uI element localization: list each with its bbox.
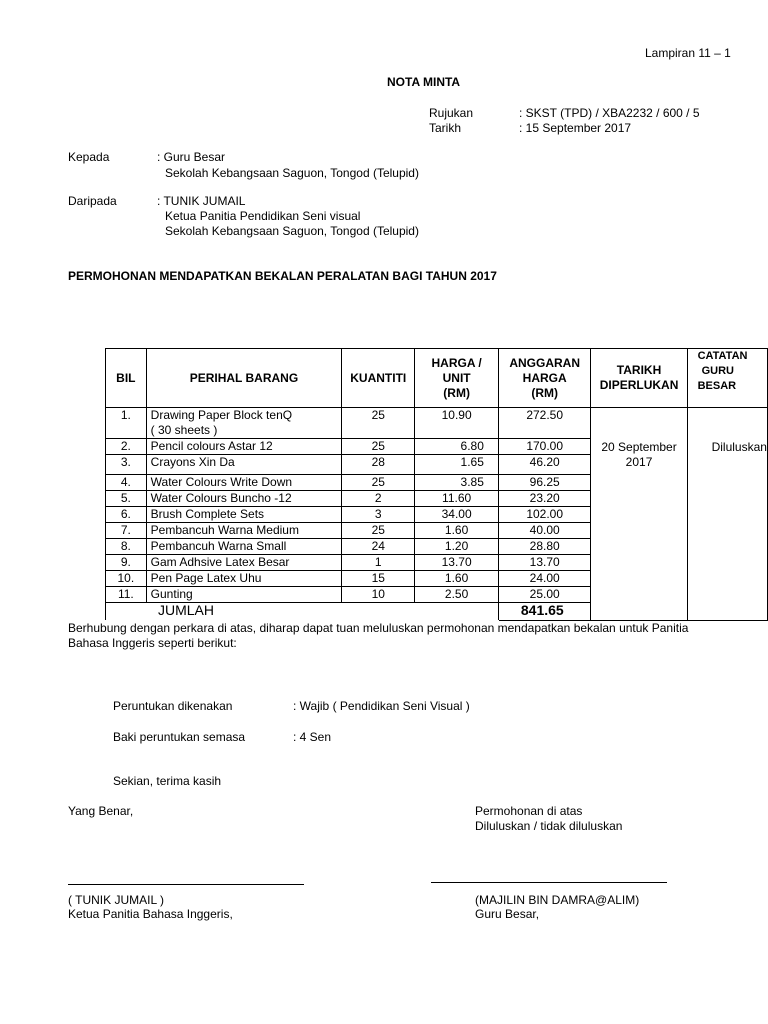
kepada-label: Kepada [68, 150, 110, 164]
row-total: 25.00 [498, 587, 591, 603]
rujukan-label: Rujukan [429, 106, 474, 120]
right-signature-title: Guru Besar, [475, 907, 540, 921]
subject-heading: PERMOHONAN MENDAPATKAN BEKALAN PERALATAN BAGI TAHUN 2017 [68, 269, 497, 283]
tarikh-diperlukan-line1: 20 September [601, 440, 677, 454]
row-bil: 2. [106, 439, 147, 455]
jumlah-label: JUMLAH [106, 603, 499, 621]
row-item: Gunting [146, 587, 342, 603]
closing-text: Sekian, terima kasih [113, 774, 222, 788]
row-item: Crayons Xin Da [146, 455, 342, 475]
row-qty: 10 [342, 587, 415, 603]
row-total: 40.00 [498, 523, 591, 539]
row-item: Water Colours Buncho -12 [146, 491, 342, 507]
tarikh-value: : 15 September 2017 [519, 121, 632, 135]
row-bil: 7. [106, 523, 147, 539]
row-price: 2.50 [415, 587, 499, 603]
left-signature-name: ( TUNIK JUMAIL ) [68, 893, 165, 907]
right-signature-line [431, 882, 667, 883]
row-qty: 3 [342, 507, 415, 523]
row-total: 24.00 [498, 571, 591, 587]
left-signature-line [68, 884, 304, 885]
kepada-line1: : Guru Besar [157, 150, 226, 164]
row-price: 34.00 [415, 507, 499, 523]
row-item-line2: ( 30 sheets ) [150, 423, 218, 437]
row-total: 23.20 [498, 491, 591, 507]
row-item: Pembancuh Warna Small [146, 539, 342, 555]
row-qty: 1 [342, 555, 415, 571]
tarikh-label: Tarikh [429, 121, 462, 135]
row-qty: 25 [342, 475, 415, 491]
row-item: Gam Adhsive Latex Besar [146, 555, 342, 571]
row-total: 13.70 [498, 555, 591, 571]
row-total: 28.80 [498, 539, 591, 555]
row-price: 3.85 [415, 475, 499, 491]
row-price: 11.60 [415, 491, 499, 507]
row-qty: 15 [342, 571, 415, 587]
kepada-line2: Sekolah Kebangsaan Saguon, Tongod (Telupid) [165, 166, 419, 180]
header-anggaran [498, 349, 591, 408]
row-qty: 2 [342, 491, 415, 507]
header-anggaran-line3: (RM) [531, 385, 558, 400]
daripada-line1: : TUNIK JUMAIL [157, 194, 246, 208]
jumlah-value: 841.65 [498, 603, 591, 621]
daripada-line2: Ketua Panitia Pendidikan Seni visual [165, 209, 361, 223]
row-bil: 4. [106, 475, 147, 491]
row-bil: 11. [106, 587, 147, 603]
right-signature-heading2: Diluluskan / tidak diluluskan [475, 819, 623, 833]
header-anggaran-line1: ANGGARAN [509, 355, 580, 370]
baki-label: Baki peruntukan semasa [113, 730, 246, 744]
header-harga [415, 349, 499, 408]
header-tarikh-line1: TARIKH [616, 363, 662, 377]
baki-value: : 4 Sen [293, 730, 332, 744]
right-signature-heading1: Permohonan di atas [475, 804, 583, 818]
row-item: Water Colours Write Down [146, 475, 342, 491]
row-price: 1.60 [415, 571, 499, 587]
row-price: 1.20 [415, 539, 499, 555]
right-signature-name: (MAJILIN BIN DAMRA@ALIM) [475, 893, 640, 907]
row-bil: 10. [106, 571, 147, 587]
row-item: Pen Page Latex Uhu [146, 571, 342, 587]
request-table [105, 348, 768, 621]
row-total: 96.25 [498, 475, 591, 491]
header-bil: BIL [106, 349, 147, 408]
row-price: 1.60 [415, 523, 499, 539]
row-price: 1.65 [415, 455, 499, 475]
row-total: 170.00 [498, 439, 591, 455]
table-row [106, 408, 768, 439]
header-harga-line3: (RM) [443, 385, 470, 400]
body-paragraph-line1: Berhubung dengan perkara di atas, diharap dapat tuan meluluskan permohonan mendapatkan bekalan untuk Panitia [68, 621, 689, 635]
header-catatan-line1: CATATAN [697, 350, 748, 362]
row-item: Pembancuh Warna Medium [146, 523, 342, 539]
catatan-cell: Diluluskan [687, 408, 767, 621]
row-total: 272.50 [498, 408, 591, 439]
header-harga-line1: HARGA / [431, 355, 482, 370]
row-item: Pencil colours Astar 12 [146, 439, 342, 455]
header-tarikh [591, 349, 687, 408]
row-qty: 25 [342, 408, 415, 439]
header-perihal: PERIHAL BARANG [146, 349, 342, 408]
row-item: Brush Complete Sets [146, 507, 342, 523]
header-anggaran-line2: HARGA [522, 370, 567, 385]
body-paragraph-line2: Bahasa Inggeris seperti berikut: [68, 636, 237, 650]
rujukan-value: : SKST (TPD) / XBA2232 / 600 / 5 [519, 106, 700, 120]
row-bil: 1. [106, 408, 147, 439]
peruntukan-label: Peruntukan dikenakan [113, 699, 233, 713]
row-qty: 25 [342, 523, 415, 539]
header-tarikh-line2: DIPERLUKAN [599, 378, 679, 392]
row-qty: 28 [342, 455, 415, 475]
left-signature-heading: Yang Benar, [68, 804, 134, 818]
row-item [146, 408, 342, 439]
header-kuantiti: KUANTITI [342, 349, 415, 408]
row-price: 6.80 [415, 439, 499, 455]
row-bil: 8. [106, 539, 147, 555]
row-price: 13.70 [415, 555, 499, 571]
row-total: 102.00 [498, 507, 591, 523]
row-bil: 5. [106, 491, 147, 507]
row-qty: 25 [342, 439, 415, 455]
row-price: 10.90 [415, 408, 499, 439]
page-title: NOTA MINTA [387, 75, 461, 89]
lampiran-label: Lampiran 11 – 1 [645, 46, 731, 60]
tarikh-diperlukan-line2: 2017 [625, 455, 653, 469]
row-total: 46.20 [498, 455, 591, 475]
row-item-line1: Drawing Paper Block tenQ [150, 408, 293, 422]
row-qty: 24 [342, 539, 415, 555]
row-bil: 3. [106, 455, 147, 475]
header-catatan [687, 349, 767, 408]
row-bil: 6. [106, 507, 147, 523]
header-catatan-line2: GURU BESAR [697, 365, 737, 392]
peruntukan-value: : Wajib ( Pendidikan Seni Visual ) [293, 699, 470, 713]
daripada-label: Daripada [68, 194, 117, 208]
tarikh-diperlukan-cell [591, 408, 687, 621]
table-header-row [106, 349, 768, 408]
left-signature-title: Ketua Panitia Bahasa Inggeris, [68, 907, 233, 921]
daripada-line3: Sekolah Kebangsaan Saguon, Tongod (Telupid) [165, 224, 419, 238]
row-bil: 9. [106, 555, 147, 571]
header-harga-line2: UNIT [442, 370, 471, 385]
